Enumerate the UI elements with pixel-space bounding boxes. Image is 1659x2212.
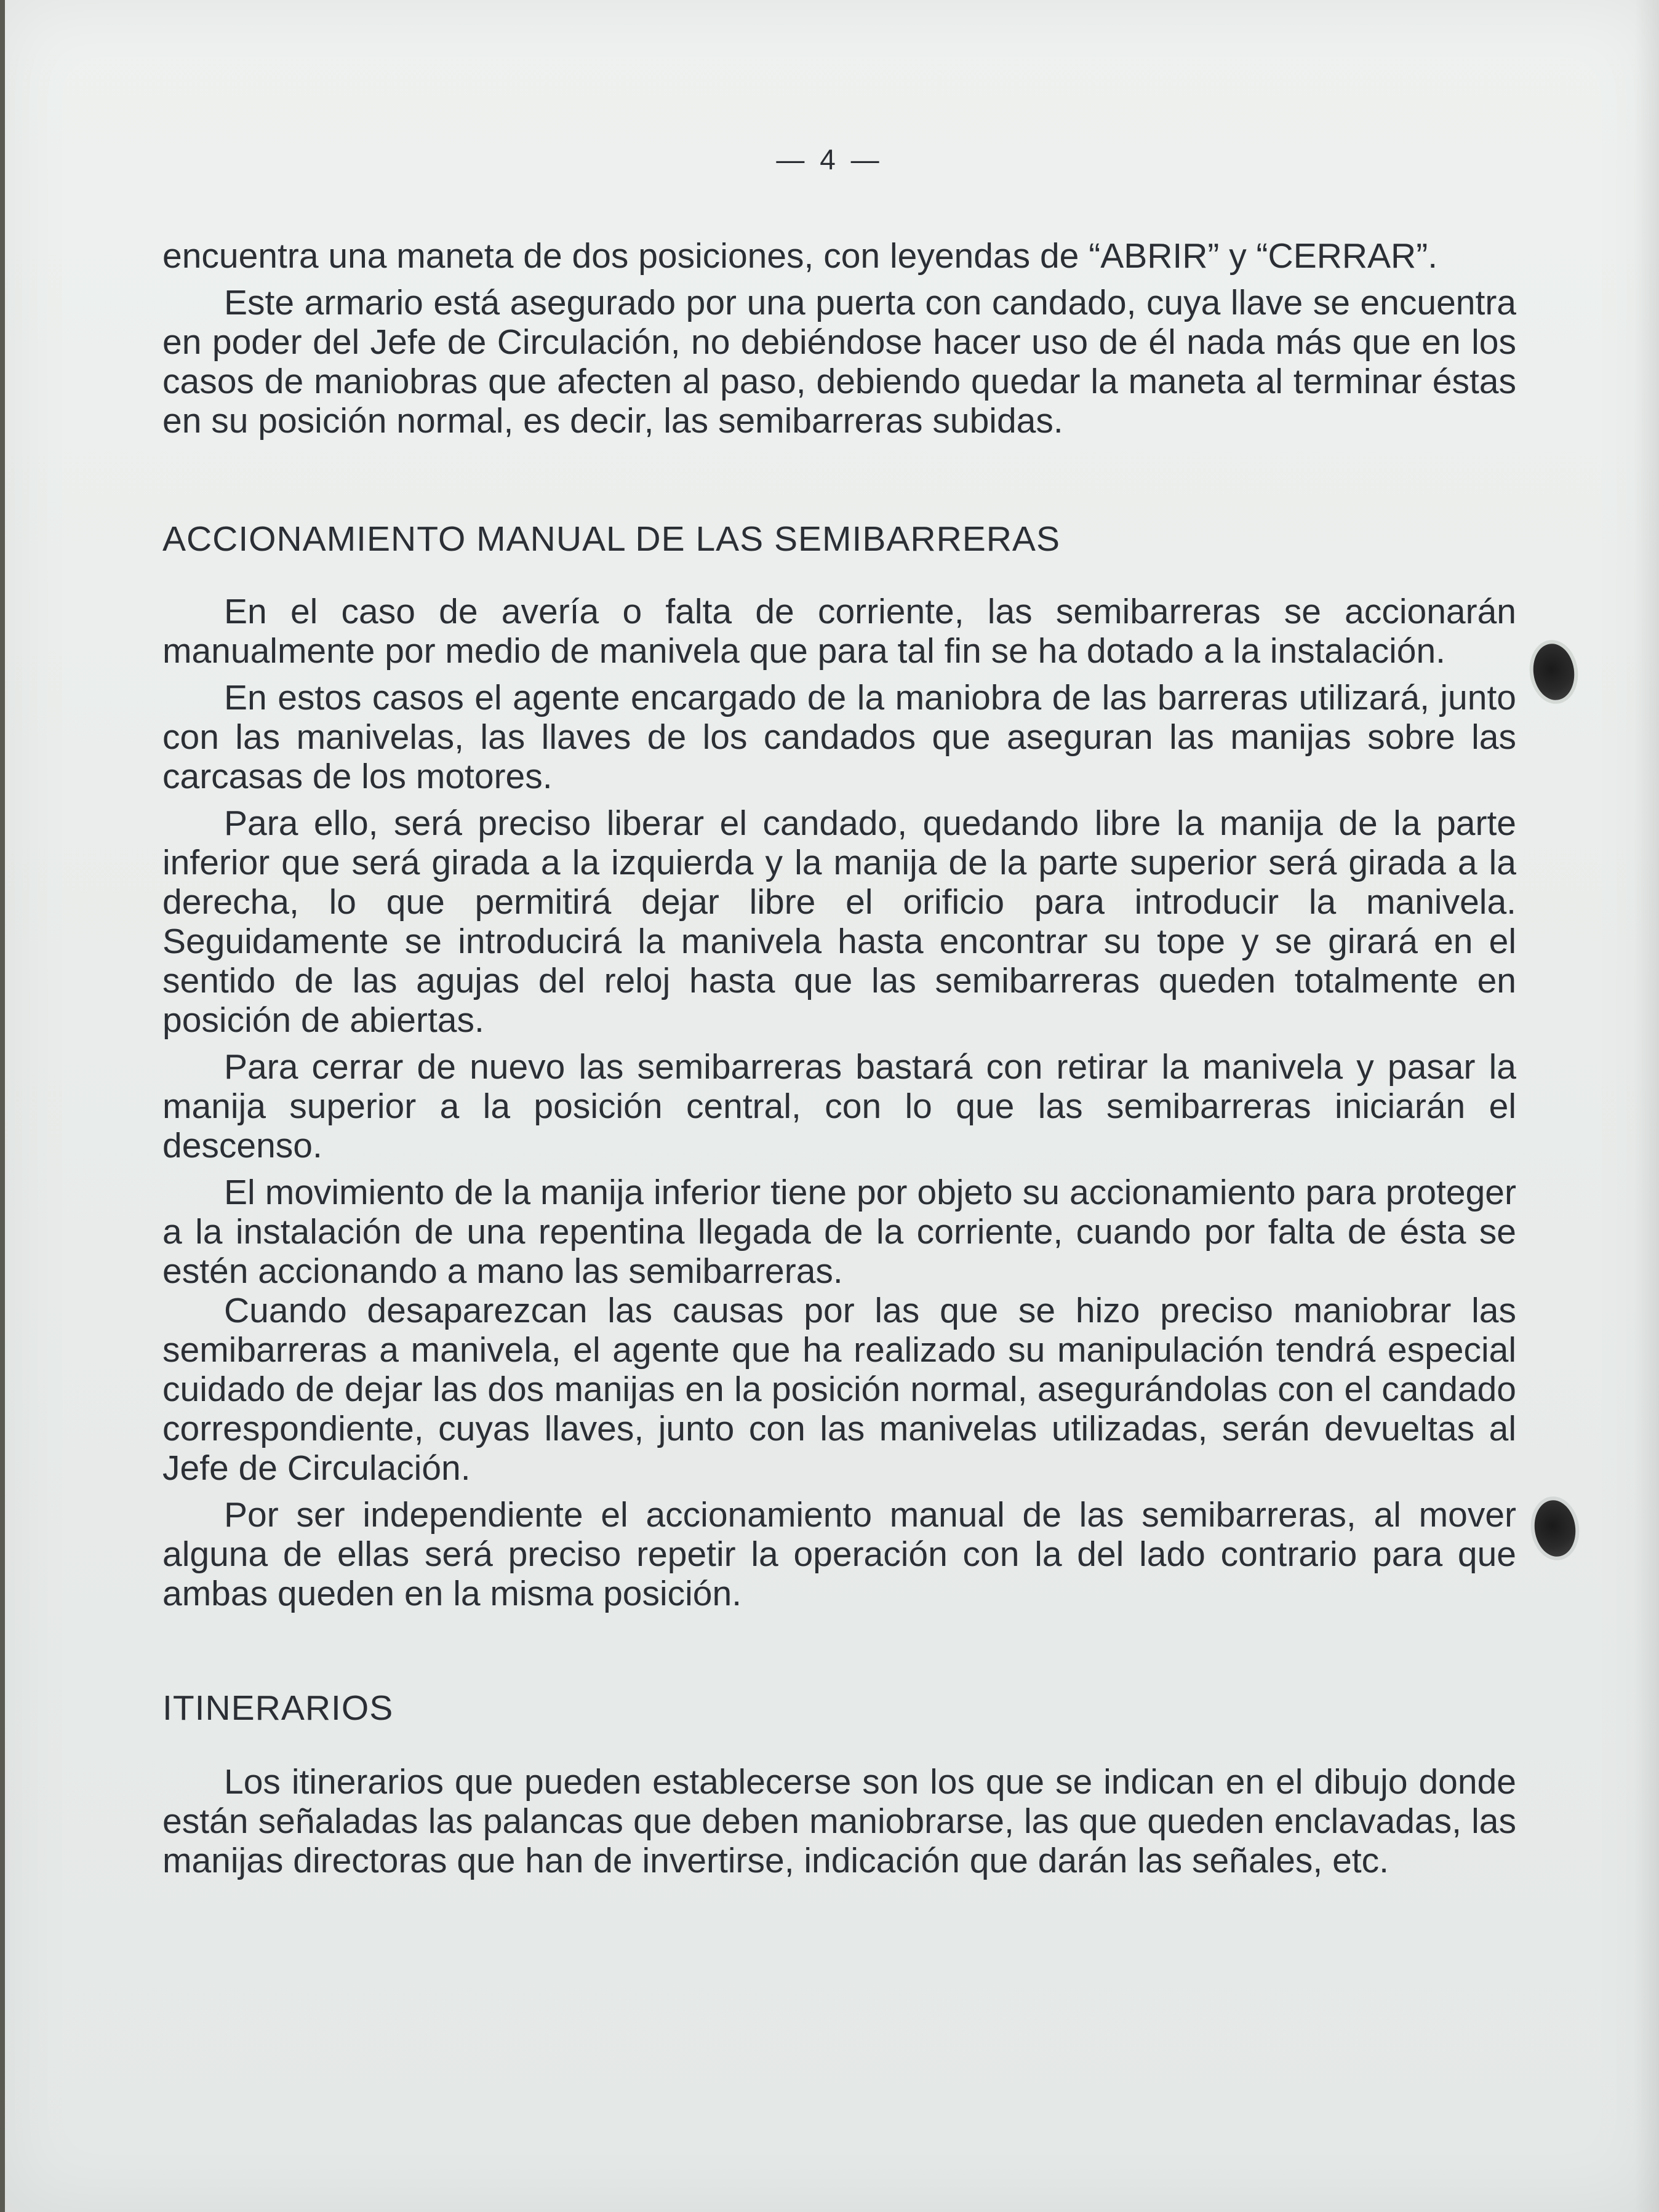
paragraph-agente: En estos casos el agente encargado de la maniobra de las barreras utilizará, junto con las manivelas, las llaves de los candados que aseguran las manijas sobre las carcasas de los motores. <box>162 678 1516 796</box>
paragraph-manija-inferior: El movimiento de la manija inferior tiene por objeto su accionamiento para proteger a la instalación de una repentina llegada de la corriente, cuando por falta de ésta se estén accionando a mano las semibarreras. <box>162 1173 1516 1291</box>
paragraph-desaparezcan: Cuando desaparezcan las causas por las que se hizo preciso maniobrar las semibarreras a manivela, el agente que ha realizado su manipulación tendrá especial cuidado de dejar las dos manijas en la posición normal, asegurándolas con el candado correspondiente, cuyas llaves, junto con las manivelas utilizadas, serán devueltas al Jefe de Circulación. <box>162 1291 1516 1488</box>
binder-hole-bottom <box>1531 1498 1579 1559</box>
section-heading-itinerarios: ITINERARIOS <box>162 1688 394 1728</box>
paragraph-averia: En el caso de avería o falta de corriente, las semibarreras se accionarán manualmente por medio de manivela que para tal fin se ha dotado a la instalación. <box>162 592 1516 671</box>
binder-hole-top <box>1530 641 1578 703</box>
page-number: — 4 — <box>776 143 883 175</box>
page-edge-shadow <box>1634 0 1659 2212</box>
paragraph-armario: Este armario está asegurado por una puerta con candado, cuya llave se encuentra en poder del Jefe de Circulación, no debiéndose hacer uso de él nada más que en los casos de maniobras que afecten al paso, debiendo quedar la maneta al terminar éstas en su posición normal, es decir, las semibarreras subidas. <box>162 283 1516 441</box>
paragraph-cerrar: Para cerrar de nuevo las semibarreras bastará con retirar la manivela y pasar la manija superior a la posición central, con lo que las semibarreras iniciarán el descenso. <box>162 1047 1516 1165</box>
paragraph-independiente: Por ser independiente el accionamiento manual de las semibarreras, al mover alguna de ellas será preciso repetir la operación con la del lado contrario para que ambas queden en la misma posición. <box>162 1495 1516 1613</box>
paragraph-candado: Para ello, será preciso liberar el candado, quedando libre la manija de la parte inferior que será girada a la izquierda y la manija de la parte superior será girada a la derecha, lo que permitirá dejar libre el orificio para introducir la manivela. Seguidamente se introducirá la manivela hasta encontrar su tope y se girará en el sentido de las agujas del reloj hasta que las semibarreras queden totalmente en posición de abiertas. <box>162 804 1516 1040</box>
section-heading-manual: ACCIONAMIENTO MANUAL DE LAS SEMIBARRERAS <box>162 519 1060 559</box>
document-body <box>162 236 1516 1880</box>
paragraph-continuation: encuentra una maneta de dos posiciones, con leyendas de “ABRIR” y “CERRAR”. <box>162 236 1438 276</box>
paragraph-itinerarios: Los itinerarios que pueden establecerse son los que se indican en el dibujo donde están señaladas las palancas que deben maniobrarse, las que queden enclavadas, las manijas directoras que han de invertirse, indicación que darán las señales, etc. <box>162 1762 1516 1880</box>
